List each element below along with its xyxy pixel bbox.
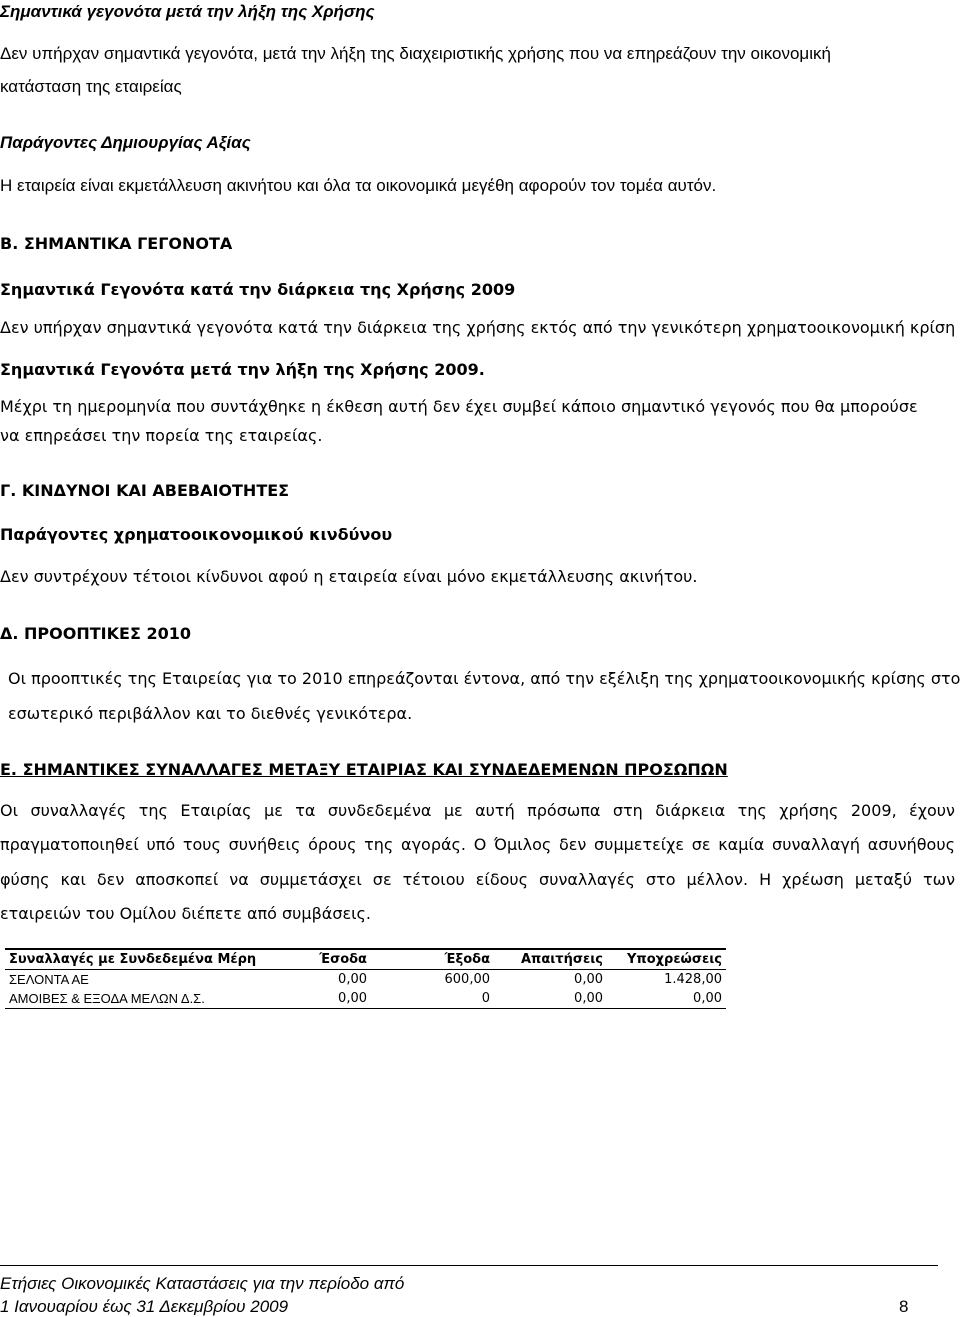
paragraph-financial-risk: Δεν συντρέχουν τέτοιοι κίνδυνοι αφού η εταιρεία είναι μόνο εκμετάλλευσης ακινήτου. [0, 567, 698, 586]
table-cell-receivables: 0,00 [574, 972, 603, 987]
paragraph-transactions-line4: εταιρειών του Ομίλου διέπετε από συμβάσεις. [0, 904, 372, 923]
heading-events-after-year: Σημαντικά γεγονότα μετά την λήξη της Χρήσης [0, 2, 375, 21]
table-cell-revenue: 0,00 [338, 972, 367, 987]
section-d-title: Δ. ΠΡΟΟΠΤΙΚΕΣ 2010 [0, 624, 191, 643]
table-header-row [5, 949, 726, 970]
table-header-party: Συναλλαγές με Συνδεδεμένα Μέρη [5, 949, 268, 970]
table-cell-party: ΑΜΟΙΒΕΣ & ΕΞΟΔΑ ΜΕΛΩΝ Δ.Σ. [5, 989, 268, 1009]
table-row [5, 970, 726, 990]
paragraph-events-during-year: Δεν υπήρχαν σημαντικά γεγονότα κατά την διάρκεια της χρήσης εκτός από την γενικότερη χρηματοοικονομική κρίση [0, 318, 956, 337]
paragraph-transactions-line3: φύσης και δεν αποσκοπεί να συμμετάσχει σε τέτοιου είδους συναλλαγές στο μέλλον. Η χρέωση μεταξύ των [0, 870, 955, 889]
table-cell-payables: 1.428,00 [664, 972, 722, 987]
table-row [5, 989, 726, 1009]
table-header-receivables: Απαιτήσεις [494, 949, 607, 970]
section-c-title: Γ. ΚΙΝΔΥΝΟΙ ΚΑΙ ΑΒΕΒΑΙΟΤΗΤΕΣ [0, 481, 290, 500]
page-number: 8 [899, 1297, 909, 1316]
table-cell-party: ΣΕΛΟΝΤΑ ΑΕ [9, 972, 89, 987]
table-cell-expenses: 600,00 [444, 972, 490, 987]
heading-events-after-year-2009: Σημαντικά Γεγονότα μετά την λήξη της Χρήσης 2009. [0, 360, 485, 379]
table-header-payables: Υποχρεώσεις [607, 949, 726, 970]
table-cell-revenue: 0,00 [268, 989, 371, 1009]
related-party-table [5, 948, 726, 1009]
heading-financial-risk: Παράγοντες χρηματοοικονομικού κινδύνου [0, 525, 393, 544]
paragraph-transactions-line2: πραγματοποιηθεί υπό τους συνήθεις όρους της αγοράς. Ο Όμιλος δεν συμμετείχε σε καμία συναλλαγή ασυνήθους [0, 835, 955, 854]
paragraph-events-after-2009-line1: Μέχρι τη ημερομηνία που συντάχθηκε η έκθεση αυτή δεν έχει συμβεί κάποιο σημαντικό γεγονός που θα μπορούσε [0, 397, 918, 416]
paragraph-outlook-line2: εσωτερικό περιβάλλον και το διεθνές γενικότερα. [8, 704, 413, 723]
table-header-revenue: Έσοδα [268, 949, 371, 970]
paragraph-events-after-2009-line2: να επηρεάσει την πορεία της εταιρείας. [0, 426, 323, 445]
footer-divider [0, 1265, 938, 1266]
table-header-expenses: Έξοδα [371, 949, 494, 970]
section-b-title: Β. ΣΗΜΑΝΤΙΚΑ ΓΕΓΟΝΟΤΑ [0, 234, 233, 253]
table-cell-receivables: 0,00 [494, 989, 607, 1009]
section-e-title: Ε. ΣΗΜΑΝΤΙΚΕΣ ΣΥΝΑΛΛΑΓΕΣ ΜΕΤΑΞΥ ΕΤΑΙΡΙΑΣ ΚΑΙ ΣΥΝΔΕΔΕΜΕΝΩΝ ΠΡΟΣΩΠΩΝ [0, 760, 728, 779]
heading-events-during-year: Σημαντικά Γεγονότα κατά την διάρκεια της Χρήσης 2009 [0, 280, 516, 299]
footer-title-line1: Ετήσιες Οικονομικές Καταστάσεις για την περίοδο από [0, 1274, 405, 1293]
table-cell-expenses: 0 [371, 989, 494, 1009]
footer-title-line2: 1 Ιανουαρίου έως 31 Δεκεμβρίου 2009 [0, 1297, 289, 1316]
paragraph-events-after-line2: κατάσταση της εταιρείας [0, 77, 182, 96]
paragraph-transactions-line1: Οι συναλλαγές της Εταιρίας με τα συνδεδεμένα με αυτή πρόσωπα στη διάρκεια της χρήσης 2009, έχουν [0, 801, 955, 820]
heading-value-creation: Παράγοντες Δημιουργίας Αξίας [0, 133, 251, 152]
paragraph-events-after-line1: Δεν υπήρχαν σημαντικά γεγονότα, μετά την λήξη της διαχειριστικής χρήσης που να επηρεάζουν την οικονομική [0, 44, 831, 63]
paragraph-value-creation: Η εταιρεία είναι εκμετάλλευση ακινήτου και όλα τα οικονομικά μεγέθη αφορούν τον τομέα αυτόν. [0, 176, 717, 195]
paragraph-outlook-line1: Οι προοπτικές της Εταιρείας για το 2010 επηρεάζονται έντονα, από την εξέλιξη της χρηματοοικονομικής κρίσης στο [8, 669, 960, 688]
table-cell-payables: 0,00 [607, 989, 726, 1009]
